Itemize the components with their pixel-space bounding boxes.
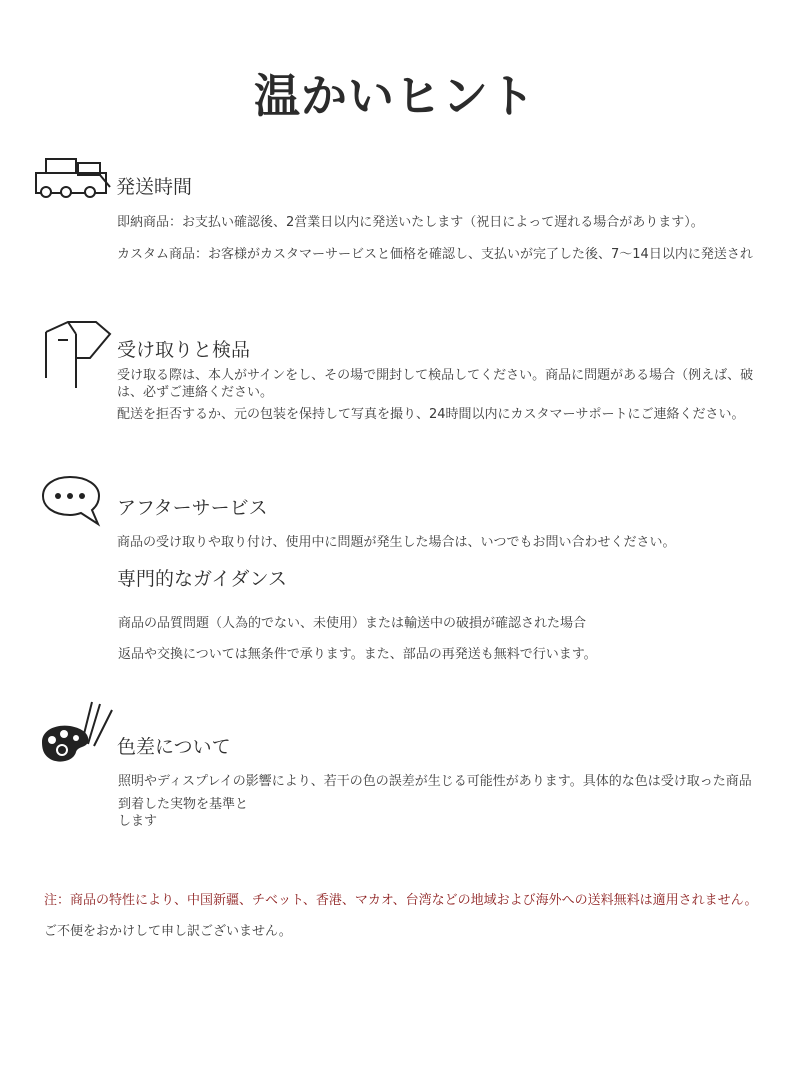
truck-icon [34,155,112,201]
section-heading-after-service: アフターサービス [117,497,268,519]
receipt-line-3: 配送を拒否するか、元の包装を保持して写真を撮り、24時間以内にカスタマーサポートにご連絡ください。 [117,407,745,422]
page-title: 温かいヒント [254,69,536,123]
apology-text: ご不便をおかけして申し訳ございません。 [44,924,292,939]
after-service-line-1: 商品の受け取りや取り付け、使用中に問題が発生した場合は、いつでもお問い合わせください。 [117,535,676,550]
guidance-line-1: 商品の品質問題（人為的でない、未使用）または輸送中の破損が確認された場合 [118,616,587,631]
section-heading-receipt: 受け取りと検品 [117,339,251,361]
receipt-line-2: は、必ずご連絡ください。 [117,385,274,400]
section-heading-color: 色差について [117,736,231,758]
package-box-icon [40,318,114,392]
shipping-line-1: 即納商品：お支払い確認後、2営業日以内に発送いたします（祝日によって遅れる場合があります）。 [117,215,704,230]
receipt-line-1: 受け取る際は、本人がサインをし、その場で開封して検品してください。商品に問題がある場合（例えば、破 [117,368,754,383]
speech-bubble-icon [40,474,104,528]
section-subheading-guidance: 専門的なガイダンス [117,568,288,590]
color-line-3: します [118,814,158,829]
shipping-exclusion-note: 注：商品の特性により、中国新疆、チベット、香港、マカオ、台湾などの地域および海外への送料無料は適用されません。 [44,893,758,908]
guidance-line-2: 返品や交換については無条件で承ります。また、部品の再発送も無料で行います。 [118,647,597,662]
shipping-line-2: カスタム商品：お客様がカスタマーサービスと価格を確認し、支払いが完了した後、7〜14日以内に発送され [117,247,753,262]
section-heading-shipping: 発送時間 [116,176,193,198]
color-line-1: 照明やディスプレイの影響により、若干の色の誤差が生じる可能性があります。具体的な色は受け取った商品 [118,774,752,789]
paint-palette-icon [38,696,116,768]
color-line-2: 到着した実物を基準と [118,797,249,812]
